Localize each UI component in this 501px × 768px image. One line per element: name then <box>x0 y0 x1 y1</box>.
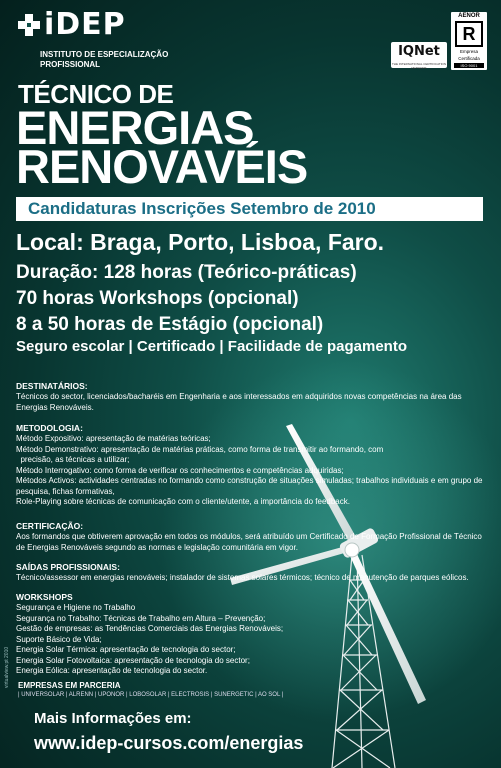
internship-hours: 8 a 50 horas de Estágio (opcional) <box>16 314 324 335</box>
banner-text: Candidaturas Inscrições Setembro de 2010 <box>28 199 376 218</box>
section-saidas <box>16 562 486 584</box>
workshop-item: Energia Eólica: apresentação de tecnologia do sector. <box>16 666 208 675</box>
section-workshops <box>16 592 486 700</box>
destinatarios-text: Técnicos do sector, licenciados/bacharéis em Engenharia e aos interessados em adquiridos novas competências na área das Energias Renováveis. <box>16 392 462 412</box>
aenor-line1: Empresa <box>459 49 478 54</box>
title-line3: RENOVAVÉIS <box>16 140 308 193</box>
workshop-item: Gestão de empresas: as Tendências Comerciais das Energias Renováveis; <box>16 624 284 633</box>
workshop-item: Suporte Básico de Vida; <box>16 634 102 644</box>
metodologia-item: Método Interrogativo: como forma de verificar os conhecimentos e competências adquiridas; <box>16 465 344 475</box>
idep-logo-icon <box>18 14 40 36</box>
logo-name: iDEP <box>44 7 126 42</box>
partners-list: | UNIVERSOLAR | ALRENN | UPONOR | LOBOSOLAR | ELECTROSIS | SUNERGETIC | AO SOL | <box>18 691 284 698</box>
iqnet-label: IQNet <box>398 44 440 59</box>
logo-subtitle-line1: INSTITUTO DE ESPECIALIZAÇÃO <box>40 50 169 59</box>
workshops-list <box>16 603 486 677</box>
title-line1: TÉCNICO DE <box>18 79 174 109</box>
certificacao-text: Aos formandos que obtiverem aprovação em todos os módulos, será atribuído um Certificado de Formação Profissional de Técnico de Energias Renováveis segundo as normas e legislação comunitária em vigor. <box>16 532 482 552</box>
section-destinatarios <box>16 381 486 413</box>
metodologia-item: Métodos Activos: actividades centradas no formando como construção de situações simuladas; trabalhos individuais e em grupo de pesquisa, fichas formativas, <box>16 476 483 496</box>
aenor-iso: ISO 9001 <box>454 63 484 68</box>
saidas-text: Técnico/assessor em energias renováveis; instalador de sistemas solares térmicos; técnico de manutenção de parques eólicos. <box>16 573 469 582</box>
logo-subtitle-line2: PROFISSIONAL <box>40 60 101 69</box>
aenor-line2: Certificada <box>458 56 480 61</box>
section-certificacao <box>16 521 486 553</box>
metodologia-item: Método Demonstrativo: apresentação de matérias práticas, como forma de transmitir ao formando, com <box>16 444 384 454</box>
partners-heading: EMPRESAS EM PARCERIA <box>18 680 121 690</box>
workshop-item: Energia Solar Térmica: apresentação de tecnologia do sector; <box>16 645 236 654</box>
metodologia-heading: METODOLOGIA: <box>16 423 83 433</box>
metodologia-item: precisão, as técnicas a utilizar; <box>16 455 130 464</box>
iqnet-badge <box>391 42 447 68</box>
metodologia-item: Role-Playing sobre técnicas de comunicação com o cliente/utente, a importância do feedback. <box>16 497 350 506</box>
aenor-r-mark: R <box>455 21 483 47</box>
saidas-heading: SAÍDAS PROFISSIONAIS: <box>16 562 120 572</box>
credit-vertical: virtualview.pt 2010 <box>4 646 10 688</box>
workshops-heading: WORKSHOPS <box>16 592 73 602</box>
workshop-hours: 70 horas Workshops (opcional) <box>16 288 299 309</box>
course-duration: Duração: 128 horas (Teórico-práticas) <box>16 262 357 283</box>
logo-subtitle <box>40 50 180 70</box>
locations: Local: Braga, Porto, Lisboa, Faro. <box>16 229 385 255</box>
aenor-badge <box>451 12 487 70</box>
title-line2: ENERGIAS <box>16 101 254 154</box>
destinatarios-heading: DESTINATÁRIOS: <box>16 381 88 391</box>
workshop-item: Segurança no Trabalho: Técnicas de Trabalho em Altura – Prevenção; <box>16 613 266 623</box>
workshop-item: Segurança e Higiene no Trabalho <box>16 603 136 612</box>
iqnet-sublabel: THE INTERNATIONAL CERTIFICATION NETWORK <box>391 62 447 70</box>
metodologia-item: Método Expositivo: apresentação de matérias teóricas; <box>16 434 211 443</box>
course-extras: Seguro escolar | Certificado | Facilidade de pagamento <box>16 338 407 355</box>
metodologia-list <box>16 434 486 508</box>
applications-banner <box>16 197 483 221</box>
section-metodologia <box>16 423 486 508</box>
website-link[interactable]: www.idep-cursos.com/energias <box>34 733 304 753</box>
more-info-label: Mais Informações em: <box>34 710 192 727</box>
certificacao-heading: CERTIFICAÇÃO: <box>16 521 84 531</box>
workshop-item: Energia Solar Fotovoltaica: apresentação de tecnologia do sector; <box>16 655 250 665</box>
aenor-label: AENOR <box>458 13 480 19</box>
